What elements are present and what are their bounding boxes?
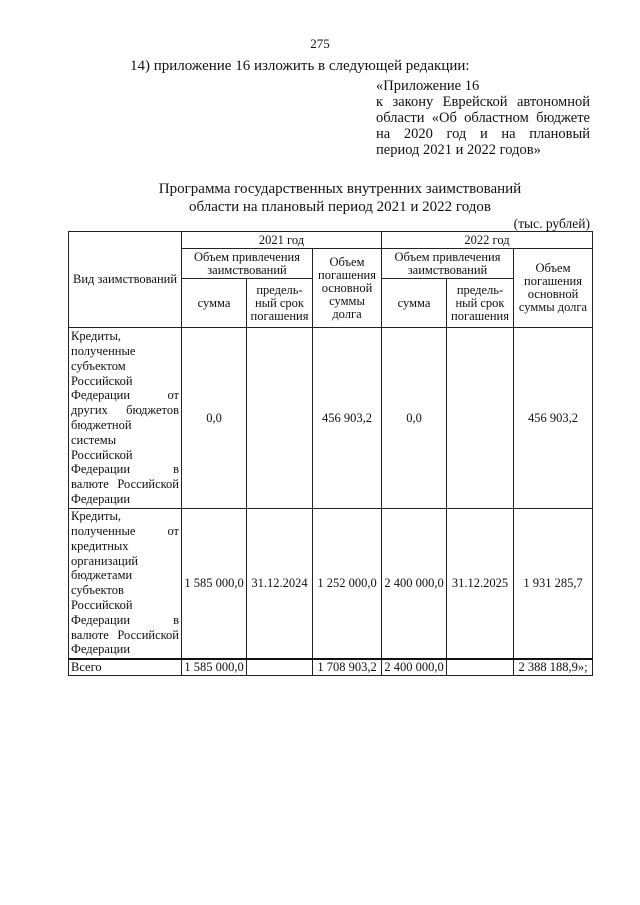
header-year-2021: 2021 год [182, 232, 382, 249]
header-borrowing-type: Вид заимствований [69, 232, 182, 328]
total-repay-2021: 1 708 903,2 [313, 659, 382, 676]
row-2-amount-2021: 1 585 000,0 [182, 509, 247, 659]
header-repayment-volume-2022: Объем погашения основной суммы долга [514, 249, 593, 328]
row-2-repay-2022: 1 931 285,7 [514, 509, 593, 659]
annex-line-1: «Приложение 16 [376, 78, 480, 94]
header-attraction-volume-2022: Объем привлечения заимствований [382, 249, 514, 279]
row-2-repay-2021: 1 252 000,0 [313, 509, 382, 659]
header-year-2022: 2022 год [382, 232, 593, 249]
row-1-repay-2021: 456 903,2 [313, 328, 382, 509]
row-1-term-2022 [447, 328, 514, 509]
document-title [0, 180, 640, 216]
units-label: (тыс. рублей) [513, 216, 590, 231]
table-row [69, 509, 593, 659]
borrowing-program-table [68, 231, 593, 676]
table-row [69, 328, 593, 509]
header-amount-2022: сумма [382, 279, 447, 328]
row-1-type: Кредиты, полученные субъектом Российской Федерации от других бюджетов бюджетной системы Российской Федерации в валюте Российской Федерации [69, 328, 182, 509]
total-amount-2021: 1 585 000,0 [182, 659, 247, 676]
title-line-1: Программа государственных внутренних заимствований [158, 181, 522, 197]
total-term-2021 [247, 659, 313, 676]
row-1-amount-2021: 0,0 [182, 328, 247, 509]
row-2-term-2021: 31.12.2024 [247, 509, 313, 659]
row-1-repay-2022: 456 903,2 [514, 328, 593, 509]
row-1-term-2021 [247, 328, 313, 509]
annex-header [376, 78, 590, 158]
row-2-type: Кредиты, полученные от кредитных организаций бюджетами субъектов Российской Федерации в валюте Российской Федерации [69, 509, 182, 659]
header-attraction-volume-2021: Объем привлечения заимствований [182, 249, 313, 279]
annex-line-5: период 2021 и 2022 годов» [376, 142, 541, 158]
row-2-term-2022: 31.12.2025 [447, 509, 514, 659]
header-max-term-2022: предель-ный срок погашения [447, 279, 514, 328]
total-label: Всего [69, 659, 182, 676]
header-max-term-2021: предель-ный срок погашения [247, 279, 313, 328]
header-repayment-volume-2021: Объем погашения основной суммы долга [313, 249, 382, 328]
table-total-row [69, 659, 593, 676]
annex-line-4: на 2020 год и на плановый [376, 126, 590, 142]
total-amount-2022: 2 400 000,0 [382, 659, 447, 676]
title-line-2: области на плановый период 2021 и 2022 годов [189, 199, 491, 215]
row-1-amount-2022: 0,0 [382, 328, 447, 509]
header-amount-2021: сумма [182, 279, 247, 328]
total-repay-2022: 2 388 188,9»; [514, 659, 593, 676]
annex-line-3: области «Об областном бюджете [376, 110, 590, 126]
page-number: 275 [310, 36, 330, 51]
amendment-text: 14) приложение 16 изложить в следующей редакции: [130, 58, 470, 74]
row-2-amount-2022: 2 400 000,0 [382, 509, 447, 659]
total-term-2022 [447, 659, 514, 676]
annex-line-2: к закону Еврейской автономной [376, 94, 590, 110]
